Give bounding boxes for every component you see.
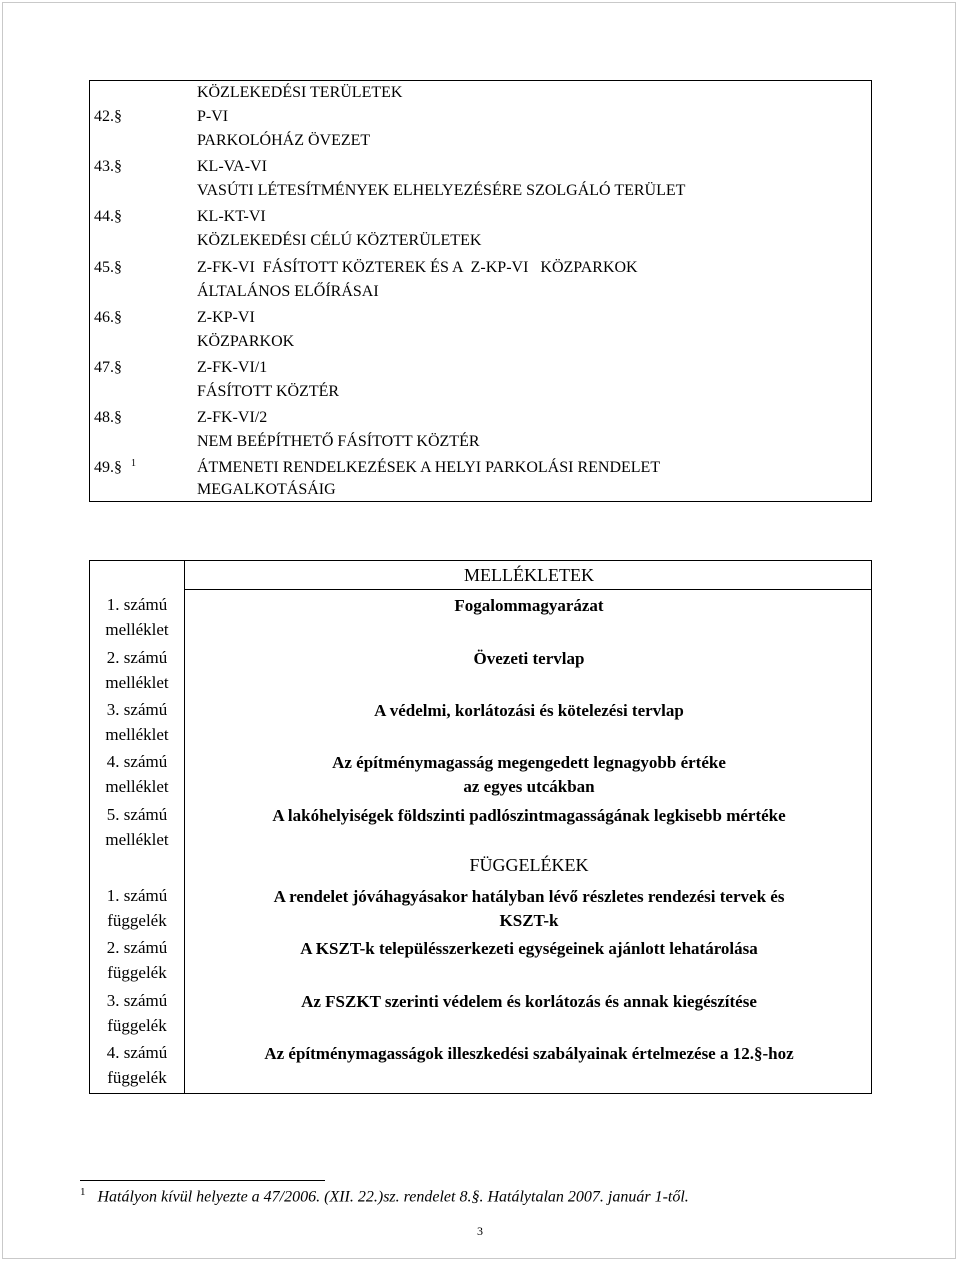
section-title-line: NEM BEÉPÍTHETŐ FÁSÍTOTT KÖZTÉR (197, 433, 480, 450)
annex-description (185, 885, 873, 933)
footnote-number: 1 (80, 1186, 86, 1198)
annex-kind: melléklet (105, 777, 169, 796)
annex-description (185, 937, 873, 961)
annex-description-line: A rendelet jóváhagyásakor hatályban lévő részletes rendezési tervek és (273, 887, 785, 906)
footnote-rule (80, 1180, 325, 1181)
annex-description (185, 751, 873, 799)
section-number: 49.§ (94, 459, 122, 476)
section-title (197, 205, 481, 253)
section-number: 47.§ (94, 359, 122, 376)
footnote-reference: 1 (131, 458, 136, 469)
annex-kind: függelék (107, 1068, 167, 1087)
annex-description (185, 699, 873, 723)
annex-label (90, 802, 184, 852)
section-title (197, 256, 638, 304)
annex-number: 2. számú (106, 648, 168, 667)
section-title (197, 105, 370, 153)
annex-description (185, 647, 873, 671)
annex-description-line: Övezeti tervlap (473, 649, 585, 668)
section-number: 42.§ (94, 108, 122, 125)
footnote-text: Hatályon kívül helyezte a 47/2006. (XII. 22.)sz. rendelet 8.§. Hatálytalan 2007. január 1-től. (97, 1188, 689, 1206)
section-title (197, 306, 294, 354)
annex-number: 5. számú (106, 805, 168, 824)
section-title (197, 155, 685, 203)
page-number: 3 (477, 1224, 483, 1238)
annex-description (185, 990, 873, 1014)
annexes-title: MELLÉKLETEK (464, 565, 594, 585)
annex-label (90, 883, 184, 933)
section-title (197, 456, 660, 500)
section-number: 43.§ (94, 158, 122, 175)
section-title-line: Z-FK-VI FÁSÍTOTT KÖZTEREK ÉS A Z-KP-VI KÖZPARKOK (197, 259, 638, 276)
section-title-line: KÖZLEKEDÉSI CÉLÚ KÖZTERÜLETEK (197, 232, 482, 249)
section-title-line: MEGALKOTÁSÁIG (197, 481, 336, 498)
annex-description-line: Az FSZKT szerinti védelem és korlátozás és annak kiegészítése (301, 992, 757, 1011)
annex-description (185, 594, 873, 618)
section-number: 44.§ (94, 208, 122, 225)
footnote (80, 1186, 689, 1206)
annex-kind: melléklet (105, 830, 169, 849)
annex-number: 4. számú (106, 1043, 168, 1062)
annex-description (185, 804, 873, 828)
annex-description-line: Fogalommagyarázat (454, 596, 604, 615)
annex-description (185, 1042, 873, 1066)
annex-label (90, 697, 184, 747)
section-title-line: FÁSÍTOTT KÖZTÉR (197, 383, 340, 400)
annex-label (90, 645, 184, 695)
contents-table (89, 80, 872, 502)
annex-number: 2. számú (106, 938, 168, 957)
annex-number: 1. számú (106, 595, 168, 614)
section-title-line: KL-KT-VI (197, 208, 266, 225)
annex-table (89, 560, 872, 1094)
section-title-line: KÖZLEKEDÉSI TERÜLETEK (197, 84, 403, 101)
annex-kind: függelék (107, 963, 167, 982)
annex-label (90, 988, 184, 1038)
annex-description-line: Az építménymagasság megengedett legnagyobb értéke (332, 753, 726, 772)
section-title-line: Z-KP-VI (197, 309, 255, 326)
section-title-line: KL-VA-VI (197, 158, 267, 175)
section-number: 46.§ (94, 309, 122, 326)
annex-kind: melléklet (105, 725, 169, 744)
annex-description-line: A védelmi, korlátozási és kötelezési tervlap (374, 701, 684, 720)
section-title-line: VASÚTI LÉTESÍTMÉNYEK ELHELYEZÉSÉRE SZOLGÁLÓ TERÜLET (197, 182, 686, 199)
annex-kind: melléklet (105, 620, 169, 639)
section-title-line: PARKOLÓHÁZ ÖVEZET (197, 132, 371, 149)
section-title (197, 356, 339, 404)
section-title (197, 81, 402, 105)
annex-description-line: A KSZT-k településszerkezeti egységeinek ajánlott lehatárolása (300, 939, 758, 958)
section-title-line: ÁLTALÁNOS ELŐÍRÁSAI (197, 283, 379, 300)
annex-description-line: az egyes utcákban (463, 777, 595, 796)
annex-label (90, 935, 184, 985)
annex-kind: függelék (107, 1016, 167, 1035)
annex-description-line: KSZT-k (499, 911, 559, 930)
appendices-title: FÜGGELÉKEK (469, 855, 589, 875)
annex-description-line: A lakóhelyiségek földszinti padlószintmagasságának legkisebb mértéke (272, 806, 786, 825)
section-title-line: P-VI (197, 108, 229, 125)
section-title-line: ÁTMENETI RENDELKEZÉSEK A HELYI PARKOLÁSI RENDELET (197, 459, 661, 476)
section-title-line: Z-FK-VI/2 (197, 409, 268, 426)
annex-number: 3. számú (106, 700, 168, 719)
section-title (197, 406, 480, 454)
annex-description-line: Az építménymagasságok illeszkedési szabályainak értelmezése a 12.§-hoz (264, 1044, 794, 1063)
annex-number: 3. számú (106, 991, 168, 1010)
section-title-line: Z-FK-VI/1 (197, 359, 268, 376)
annex-label (90, 749, 184, 799)
annex-label (90, 1040, 184, 1090)
annex-label (90, 592, 184, 642)
section-title-line: KÖZPARKOK (197, 333, 295, 350)
section-number: 45.§ (94, 259, 122, 276)
annex-number: 1. számú (106, 886, 168, 905)
annex-kind: melléklet (105, 673, 169, 692)
annex-kind: függelék (107, 911, 167, 930)
annex-number: 4. számú (106, 752, 168, 771)
section-number: 48.§ (94, 409, 122, 426)
